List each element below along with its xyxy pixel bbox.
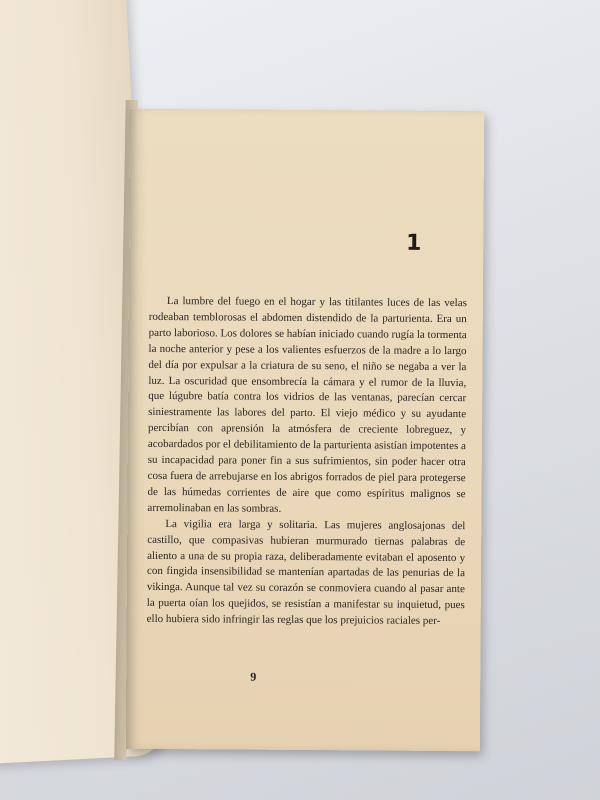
paragraph: La lumbre del fuego en el hogar y las titilantes luces de las velas rodeaban temblorosas el abdomen distendido de la parturienta. Era un parto laborioso. Los dolores se habían iniciado cuando rugía la tormenta la noche anterior y pese a los valientes esfuerzos de la madre a lo largo del día por expulsar a la criatura de su seno, el niño se negaba a ver la luz. La oscuridad que ensombrecía la cámara y el rumor de la lluvia, que lúgubre batía contra los vidrios de las ventanas, parecían cercar siniestramente las labores del parto. El viejo médico y su ayudante percibían con aprensión la atmósfera de creciente lobreguez, y acobardados por el debilitamiento de la parturienta asistían impotentes a su incapacidad para poner fin a sus sufrimientos, sin poder hacer otra cosa fuera de arrebujarse en los abrigos forrados de piel para protegerse de las húmedas corrientes de aire que como espíritus malignos se arremolinaban en las sombras. bbox=[147, 295, 467, 515]
body-text bbox=[147, 294, 467, 630]
right-page bbox=[126, 109, 484, 751]
page-number: 9 bbox=[250, 669, 257, 684]
paragraph: La vigilia era larga y solitaria. Las mujeres anglosajonas del castillo, que compasivas hubieran murmurado tiernas palabras de aliento a una de su propia raza, deliberadamente evitaban el aposento y con fingida insensibilidad se mantenían apartadas de las penurias de la vikinga. Aunque tal vez su corazón se conmoviera cuando al pasar ante la puerta oían los quejidos, se resistían a manifestar su inquietud, pues ello hubiera sido infringir las reglas que los prejuicios raciales per- bbox=[146, 517, 466, 628]
chapter-number: 1 bbox=[405, 230, 422, 256]
